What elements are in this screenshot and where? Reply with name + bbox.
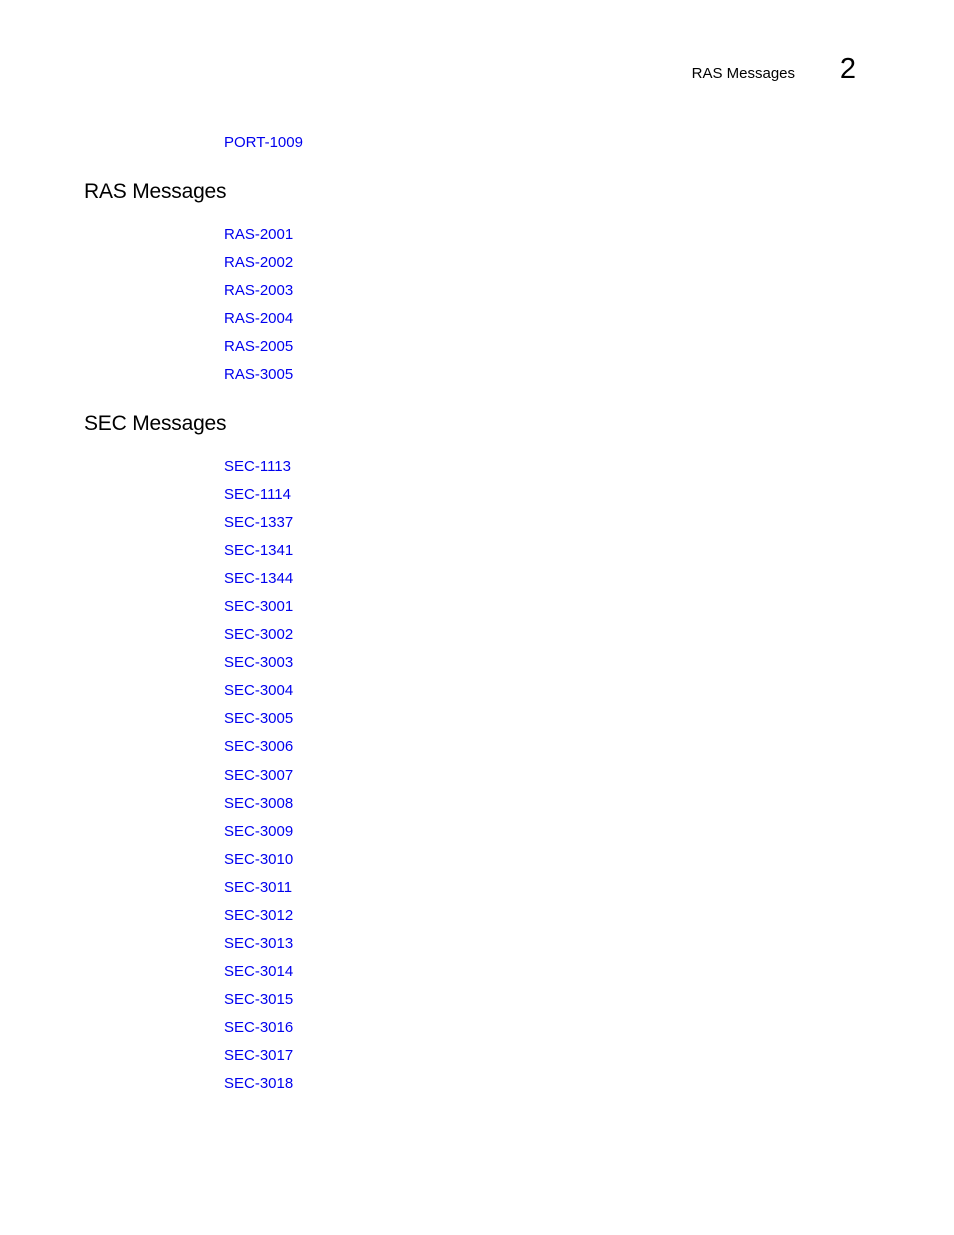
message-link[interactable]: SEC-3013: [224, 934, 294, 952]
running-header: [600, 53, 860, 90]
message-link[interactable]: SEC-3009: [224, 822, 294, 840]
message-link[interactable]: SEC-3018: [224, 1075, 294, 1093]
chapter-number: 2: [839, 53, 856, 85]
message-link-port-1009[interactable]: PORT-1009: [224, 134, 303, 151]
message-link[interactable]: SEC-3008: [224, 794, 294, 812]
message-link[interactable]: SEC-1341: [224, 542, 294, 560]
sec-message-link-list: [224, 458, 293, 1103]
message-link[interactable]: SEC-3010: [224, 850, 294, 868]
message-link[interactable]: SEC-3002: [224, 626, 294, 644]
message-link[interactable]: SEC-3004: [224, 682, 294, 700]
section-heading-sec-messages: SEC Messages: [84, 412, 227, 435]
section-heading-ras-messages: RAS Messages: [84, 180, 227, 203]
message-link[interactable]: SEC-1337: [224, 514, 294, 532]
message-link[interactable]: SEC-3001: [224, 598, 294, 616]
ras-message-link-list: [224, 226, 293, 394]
message-link[interactable]: RAS-2002: [224, 254, 294, 272]
message-link[interactable]: RAS-2003: [224, 282, 294, 300]
message-link[interactable]: SEC-1344: [224, 570, 294, 588]
message-link[interactable]: RAS-2005: [224, 338, 294, 356]
running-header-title: RAS Messages: [691, 65, 795, 82]
top-link-container: [224, 134, 303, 152]
message-link[interactable]: RAS-2004: [224, 310, 294, 328]
message-link[interactable]: SEC-3016: [224, 1018, 294, 1036]
message-link[interactable]: SEC-1114: [224, 486, 291, 504]
message-link[interactable]: SEC-1113: [224, 458, 291, 475]
message-link[interactable]: RAS-2001: [224, 226, 294, 243]
message-link[interactable]: SEC-3003: [224, 654, 294, 672]
message-link[interactable]: SEC-3014: [224, 962, 294, 980]
message-link[interactable]: SEC-3011: [224, 878, 293, 896]
message-link[interactable]: SEC-3006: [224, 738, 294, 756]
message-link[interactable]: RAS-3005: [224, 366, 294, 384]
message-link[interactable]: SEC-3012: [224, 906, 294, 924]
message-link[interactable]: SEC-3017: [224, 1046, 294, 1064]
message-link[interactable]: SEC-3007: [224, 766, 294, 784]
message-link[interactable]: SEC-3015: [224, 990, 294, 1008]
message-link[interactable]: SEC-3005: [224, 710, 294, 728]
